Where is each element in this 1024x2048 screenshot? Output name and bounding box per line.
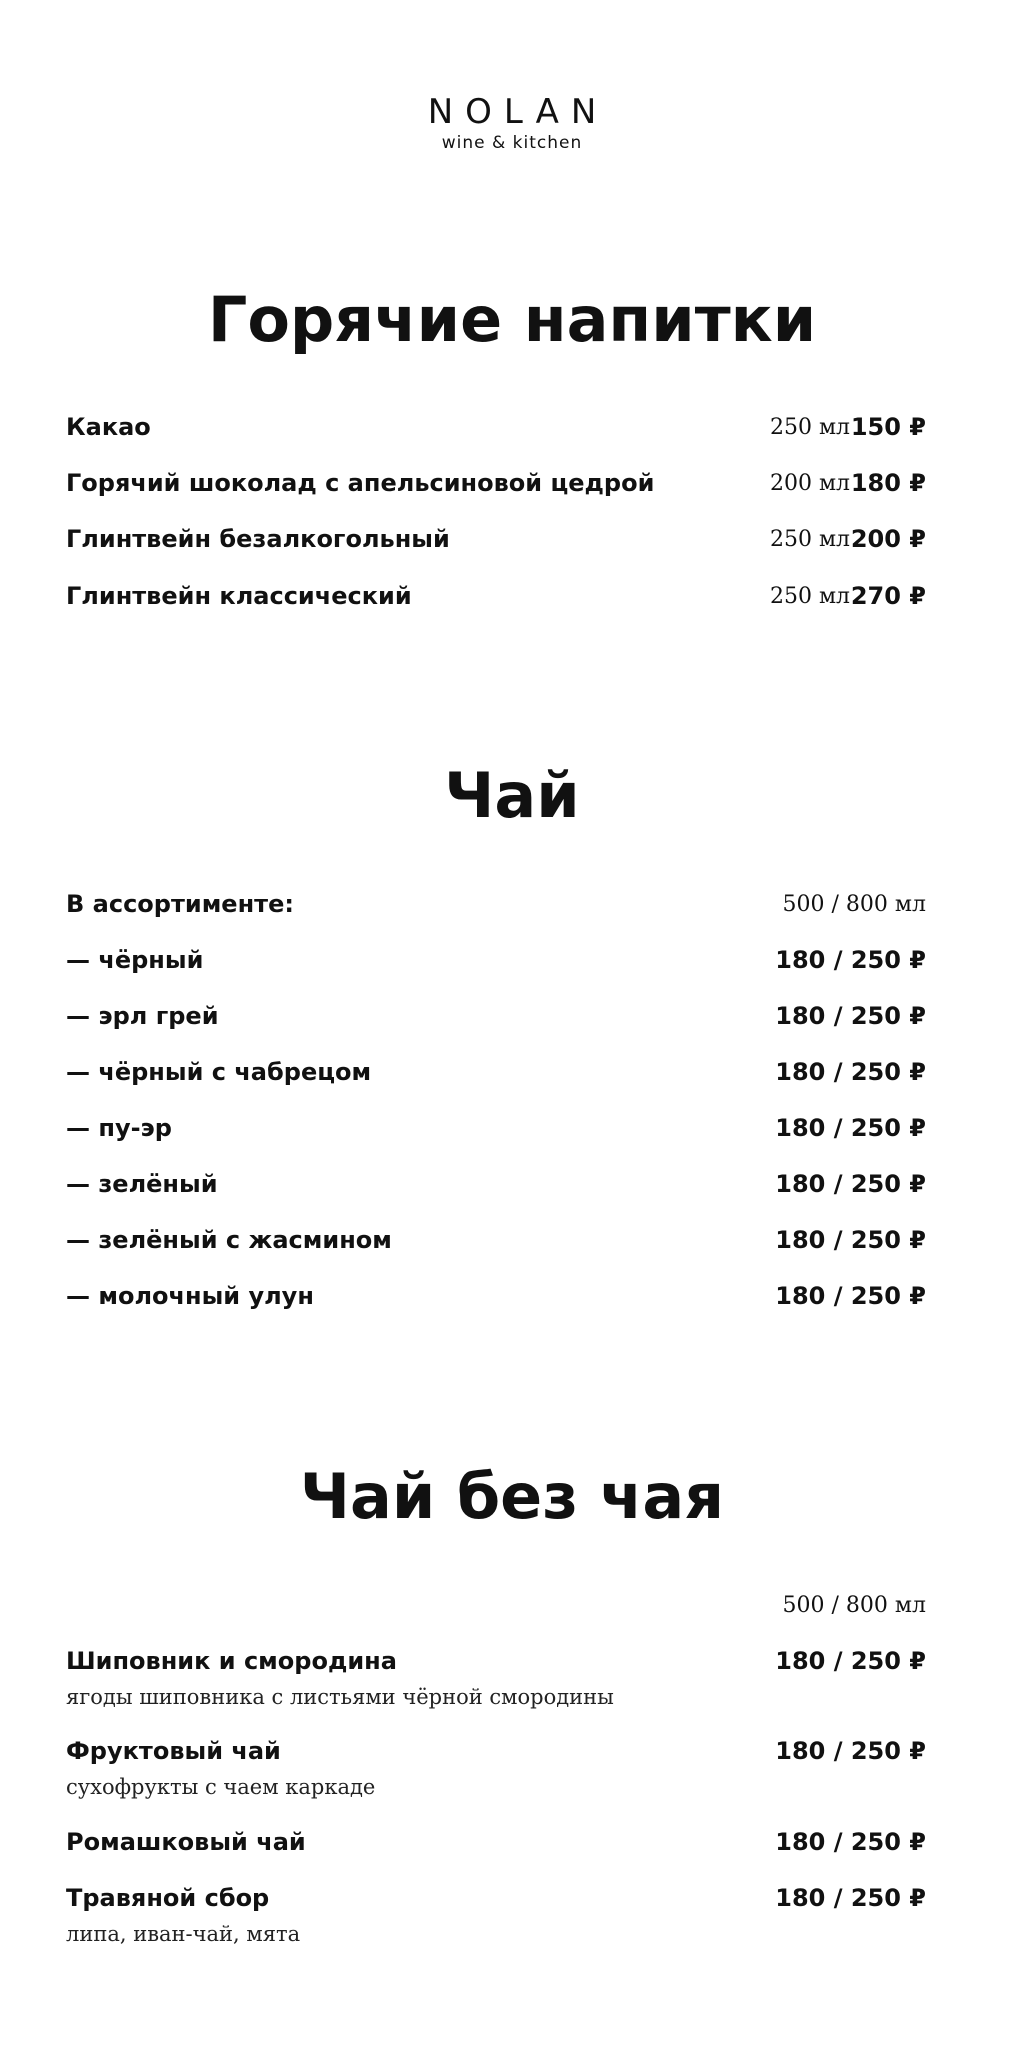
menu-item [66, 943, 926, 977]
item-name: Травяной сбор [66, 1884, 270, 1912]
item-name: — зелёный [66, 1170, 218, 1198]
tea-assortment-header [66, 887, 926, 921]
menu-item [66, 579, 926, 613]
item-name: Глинтвейн классический [66, 582, 412, 610]
section-title-tea-free: Чай без чая [299, 1460, 725, 1533]
item-price: 150 ₽ [850, 413, 926, 441]
item-price: 180 / 250 ₽ [775, 1737, 926, 1765]
menu-item [66, 999, 926, 1033]
item-name: Какао [66, 413, 151, 441]
menu-item [66, 1055, 926, 1089]
item-price: 180 / 250 ₽ [775, 1058, 926, 1086]
section-title-hot-drinks: Горячие напитки [207, 283, 817, 356]
menu-item [66, 1644, 926, 1709]
item-name: Ромашковый чай [66, 1828, 306, 1856]
menu-item [66, 410, 926, 444]
item-price: 270 ₽ [850, 582, 926, 610]
logo-subtitle: wine & kitchen [441, 133, 583, 153]
item-name: Шиповник и смородина [66, 1647, 397, 1675]
item-description: сухофрукты с чаем каркаде [66, 1775, 376, 1799]
item-name: — чёрный с чабрецом [66, 1058, 372, 1086]
item-name: Глинтвейн безалкогольный [66, 525, 450, 553]
menu-item [66, 1881, 926, 1946]
menu-item [66, 1111, 926, 1145]
item-price: 180 / 250 ₽ [775, 1226, 926, 1254]
menu-item [66, 522, 926, 556]
logo-name: NOLAN [427, 92, 609, 132]
item-name: Горячий шоколад с апельсиновой цедрой [66, 469, 655, 497]
tea-volume: 500 / 800 мл [782, 892, 926, 917]
item-name: — чёрный [66, 946, 204, 974]
assortment-label: В ассортименте: [66, 890, 294, 918]
item-price: 180 / 250 ₽ [775, 946, 926, 974]
item-name: Фруктовый чай [66, 1737, 281, 1765]
item-price: 200 ₽ [850, 525, 926, 553]
item-price: 180 / 250 ₽ [775, 1647, 926, 1675]
item-price: 180 / 250 ₽ [775, 1114, 926, 1142]
item-name: — эрл грей [66, 1002, 219, 1030]
item-price: 180 / 250 ₽ [775, 1170, 926, 1198]
item-price: 180 / 250 ₽ [775, 1828, 926, 1856]
item-description: ягоды шиповника с листьями чёрной смородины [66, 1685, 614, 1709]
menu-item [66, 466, 926, 500]
item-volume: 200 мл [769, 471, 851, 496]
tea-free-volume-header [66, 1588, 926, 1622]
menu-item [66, 1279, 926, 1313]
menu-item [66, 1825, 926, 1859]
item-price: 180 / 250 ₽ [775, 1002, 926, 1030]
menu-item [66, 1734, 926, 1799]
item-name: — молочный улун [66, 1282, 314, 1310]
tea-free-volume: 500 / 800 мл [782, 1593, 926, 1618]
item-description: липа, иван-чай, мята [66, 1922, 301, 1946]
item-name: — пу-эр [66, 1114, 172, 1142]
menu-item [66, 1223, 926, 1257]
item-volume: 250 мл [769, 415, 851, 440]
item-name: — зелёный с жасмином [66, 1226, 392, 1254]
item-volume: 250 мл [769, 584, 851, 609]
section-title-tea: Чай [444, 759, 580, 832]
item-volume: 250 мл [769, 527, 851, 552]
logo [0, 92, 1024, 154]
menu-item [66, 1167, 926, 1201]
item-price: 180 ₽ [850, 469, 926, 497]
item-price: 180 / 250 ₽ [775, 1884, 926, 1912]
item-price: 180 / 250 ₽ [775, 1282, 926, 1310]
